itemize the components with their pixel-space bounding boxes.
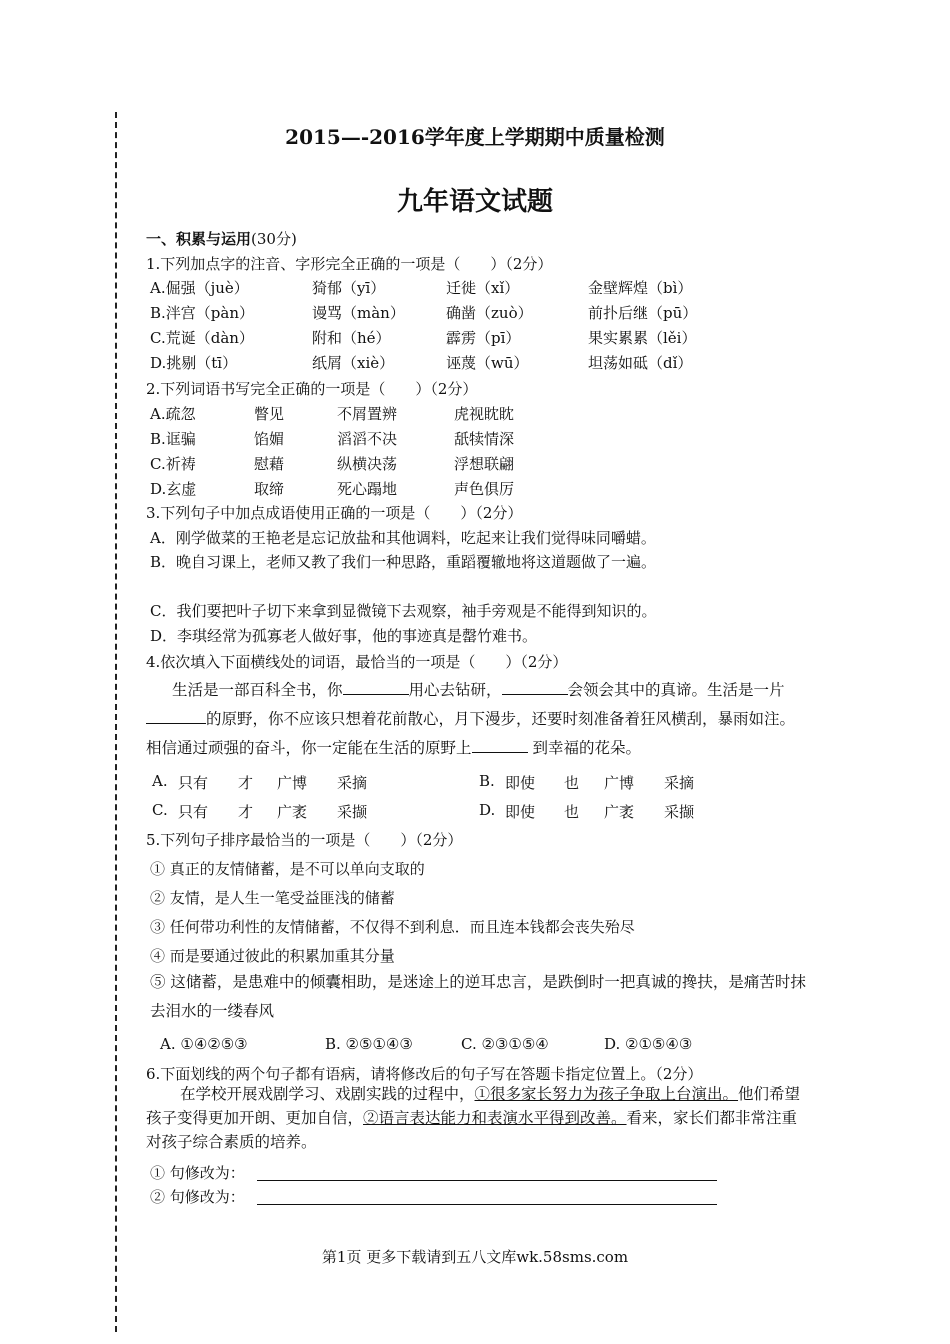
- q6-answer-line-1[interactable]: [257, 1180, 717, 1181]
- q6-passage: [146, 1082, 808, 1154]
- q6-fix-label-1: ① 句修改为：: [150, 1164, 245, 1182]
- q1-option-cell: 迁徙（xǐ）: [446, 279, 520, 297]
- q2-option-cell: C.祈祷: [150, 455, 196, 473]
- q4-option-word: 只有: [178, 803, 209, 821]
- q4-blank-1: [343, 680, 409, 695]
- q1-option-cell: A.倔强（juè）: [150, 279, 249, 297]
- q4-option-word: 即使: [505, 774, 536, 792]
- q4-option-word: 才: [238, 803, 254, 821]
- q4-option-word: 采摘: [664, 774, 695, 792]
- section-heading: [146, 228, 297, 249]
- binding-dashed-line: [115, 112, 117, 1332]
- q2-option-cell: 滔滔不决: [337, 430, 398, 448]
- q4-option-letter: C.: [152, 801, 168, 819]
- q2-option-cell: 舐犊情深: [454, 430, 515, 448]
- page-footer: 第1页 更多下载请到五八文库wk.58sms.com: [321, 1248, 629, 1266]
- q2-option-cell: D.玄虚: [150, 480, 197, 498]
- q4-option-letter: D.: [479, 801, 496, 819]
- q5-sentence-3: ③ 任何带功利性的友情储蓄，不仅得不到利息．而且连本钱都会丧失殆尽: [150, 918, 635, 936]
- q4-option-word: 即使: [505, 803, 536, 821]
- q4-blank-3: [146, 709, 206, 724]
- q1-option-cell: 金壁辉煌（bì）: [588, 279, 693, 297]
- q3-option-d: D．李琪经常为孤寡老人做好事，他的事迹真是罄竹难书。: [150, 627, 538, 645]
- q2-option-cell: 死心蹋地: [337, 480, 398, 498]
- q4-option-word: 采撷: [337, 803, 368, 821]
- q3-stem: 3.下列句子中加点成语使用正确的一项是（ ）（2分）: [146, 504, 523, 522]
- q6-text: 看来，家长们都非常注重对孩子综合素质的培养。: [146, 1109, 798, 1151]
- q5-option-c: C. ②③①⑤④: [461, 1035, 549, 1053]
- q4-option-word: 也: [564, 774, 580, 792]
- q5-stem: 5.下列句子排序最恰当的一项是（ ）（2分）: [146, 831, 463, 849]
- q2-option-cell: 纵横决荡: [337, 455, 398, 473]
- section-points: (30分): [251, 230, 297, 248]
- q2-option-cell: A.疏忽: [150, 405, 196, 423]
- q5-sentence-4: ④ 而是要通过彼此的积累加重其分量: [150, 947, 395, 965]
- q2-option-cell: 馅媚: [254, 430, 285, 448]
- q4-option-word: 采摘: [337, 774, 368, 792]
- q1-stem: 1.下列加点字的注音、字形完全正确的一项是（ ）（2分）: [146, 255, 553, 273]
- q4-option-word: 只有: [178, 774, 209, 792]
- q5-option-d: D. ②①⑤④③: [604, 1035, 693, 1053]
- q5-option-a: A. ①④②⑤③: [160, 1035, 248, 1053]
- q4-option-word: 也: [564, 803, 580, 821]
- q1-option-cell: C.荒诞（dàn）: [150, 329, 254, 347]
- q6-text: 在学校开展戏剧学习、戏剧实践的过程中，: [180, 1085, 475, 1103]
- q3-option-c: C．我们要把叶子切下来拿到显微镜下去观察，袖手旁观是不能得到知识的。: [150, 602, 657, 620]
- q6-stem: 6.下面划线的两个句子都有语病，请将修改后的句子写在答题卡指定位置上。（2分）: [146, 1065, 703, 1083]
- q4-option-word: 才: [238, 774, 254, 792]
- q1-option-cell: 诬蔑（wū）: [446, 354, 529, 372]
- q4-text: 到幸福的花朵。: [532, 739, 641, 757]
- q2-option-cell: 慰藉: [254, 455, 285, 473]
- q4-passage: [146, 676, 808, 763]
- q2-option-cell: 取缔: [254, 480, 285, 498]
- q2-option-cell: 瞥见: [254, 405, 285, 423]
- q1-option-cell: D.挑剔（tī）: [150, 354, 238, 372]
- q1-option-cell: 附和（hé）: [312, 329, 391, 347]
- q6-underlined-sentence-1: ①很多家长努力为孩子争取上台演出。: [474, 1085, 739, 1103]
- q6-underlined-sentence-2: ②语言表达能力和表演水平得到改善。: [363, 1109, 627, 1127]
- q2-option-cell: 浮想联翩: [454, 455, 515, 473]
- q1-option-cell: 纸屑（xiè）: [312, 354, 395, 372]
- q1-option-cell: B.泮宫（pàn）: [150, 304, 254, 322]
- q4-stem: 4.依次填入下面横线处的词语，最恰当的一项是（ ）（2分）: [146, 653, 568, 671]
- q4-option-letter: B.: [479, 772, 495, 790]
- q4-option-letter: A.: [152, 772, 168, 790]
- q4-blank-4: [472, 738, 528, 753]
- q4-text: 用心去钻研，: [408, 681, 502, 699]
- exam-title: 2015—-2016学年度上学期期中质量检测: [285, 125, 665, 149]
- q4-text: 会领会其中的真谛。生活是一片: [567, 681, 785, 699]
- q2-option-cell: 声色俱厉: [454, 480, 515, 498]
- q4-text: 的原野，你不应该只想着花前散心，月下漫步，还要时刻准备着狂风横刮，暴雨如注。相信通过顽强的奋斗，你一定能在生活的原野上: [146, 710, 796, 757]
- q4-blank-2: [502, 680, 568, 695]
- q4-option-word: 广博: [604, 774, 635, 792]
- q4-option-word: 广袤: [277, 803, 308, 821]
- q4-option-word: 采撷: [664, 803, 695, 821]
- q1-option-cell: 前扑后继（pū）: [588, 304, 698, 322]
- q2-option-cell: B.诓骗: [150, 430, 196, 448]
- q1-option-cell: 猗郁（yī）: [312, 279, 386, 297]
- q1-option-cell: 确凿（zuò）: [446, 304, 533, 322]
- q5-sentence-1: ① 真正的友情储蓄，是不可以单向支取的: [150, 860, 425, 878]
- q1-option-cell: 谩骂（màn）: [312, 304, 405, 322]
- q5-option-b: B. ②⑤①④③: [325, 1035, 413, 1053]
- q1-option-cell: 坦荡如砥（dǐ）: [588, 354, 693, 372]
- q3-option-b: B．晚自习课上，老师又教了我们一种思路，重蹈覆辙地将这道题做了一遍。: [150, 553, 657, 571]
- q2-option-cell: 不屑置辨: [337, 405, 398, 423]
- q3-option-a: A．刚学做菜的王艳老是忘记放盐和其他调料，吃起来让我们觉得味同嚼蜡。: [150, 529, 656, 547]
- q2-stem: 2.下列词语书写完全正确的一项是（ ）（2分）: [146, 380, 478, 398]
- section-label: 一、积累与运用: [146, 230, 252, 248]
- q6-fix-label-2: ② 句修改为：: [150, 1188, 245, 1206]
- q5-sentence-5: ⑤ 这储蓄，是患难中的倾囊相助，是迷途上的逆耳忠言，是跌倒时一把真诚的搀扶，是痛苦时抹去泪水的一缕春风: [150, 973, 806, 1020]
- q2-option-cell: 虎视眈眈: [454, 405, 515, 423]
- exam-subtitle: 九年语文试题: [396, 187, 553, 217]
- q1-option-cell: 霹雳（pī）: [446, 329, 521, 347]
- q6-text: 他们希望孩子变得更加开朗、更加自信，: [146, 1085, 801, 1127]
- q5-sentence-2: ② 友情，是人生一笔受益匪浅的储蓄: [150, 889, 395, 907]
- q4-option-word: 广袤: [604, 803, 635, 821]
- q1-option-cell: 果实累累（lěi）: [588, 329, 697, 347]
- q4-text: 生活是一部百科全书，你: [172, 681, 343, 699]
- q4-option-word: 广博: [277, 774, 308, 792]
- q6-answer-line-2[interactable]: [257, 1204, 717, 1205]
